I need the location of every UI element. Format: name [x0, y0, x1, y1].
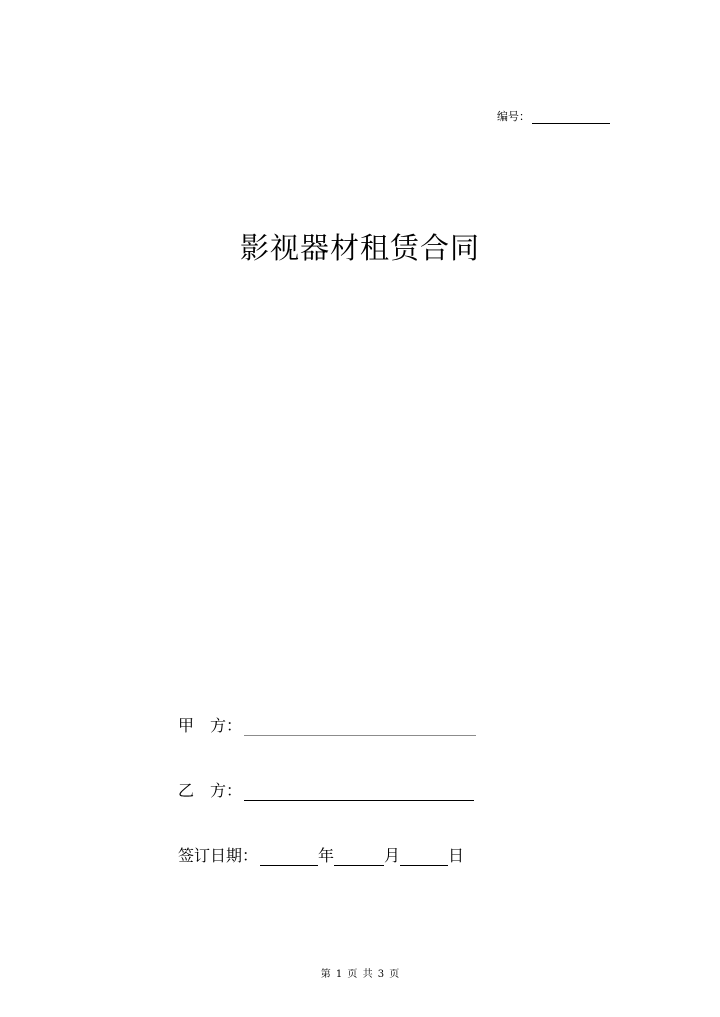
party-b-line	[178, 781, 474, 801]
signing-date-label: 签订日期：	[178, 846, 259, 865]
contract-number-line	[497, 110, 610, 124]
party-b-blank	[244, 782, 474, 801]
contract-number-blank	[532, 111, 610, 124]
party-a-blank	[244, 717, 476, 736]
party-b-label: 乙 方：	[178, 781, 243, 800]
document-title: 影视器材租赁合同	[239, 231, 480, 265]
signing-year-label: 年	[318, 846, 335, 865]
signing-year-blank	[260, 847, 318, 866]
signing-month-label: 月	[384, 846, 401, 865]
signing-day-label: 日	[448, 846, 465, 865]
party-a-line	[178, 716, 476, 736]
signing-date-line	[178, 846, 464, 866]
page-indicator: 第 1 页 共 3 页	[320, 969, 400, 980]
signing-day-blank	[400, 847, 448, 866]
party-a-label: 甲 方：	[178, 716, 243, 735]
contract-number-label: 编号：	[497, 110, 530, 123]
signing-month-blank	[334, 847, 384, 866]
